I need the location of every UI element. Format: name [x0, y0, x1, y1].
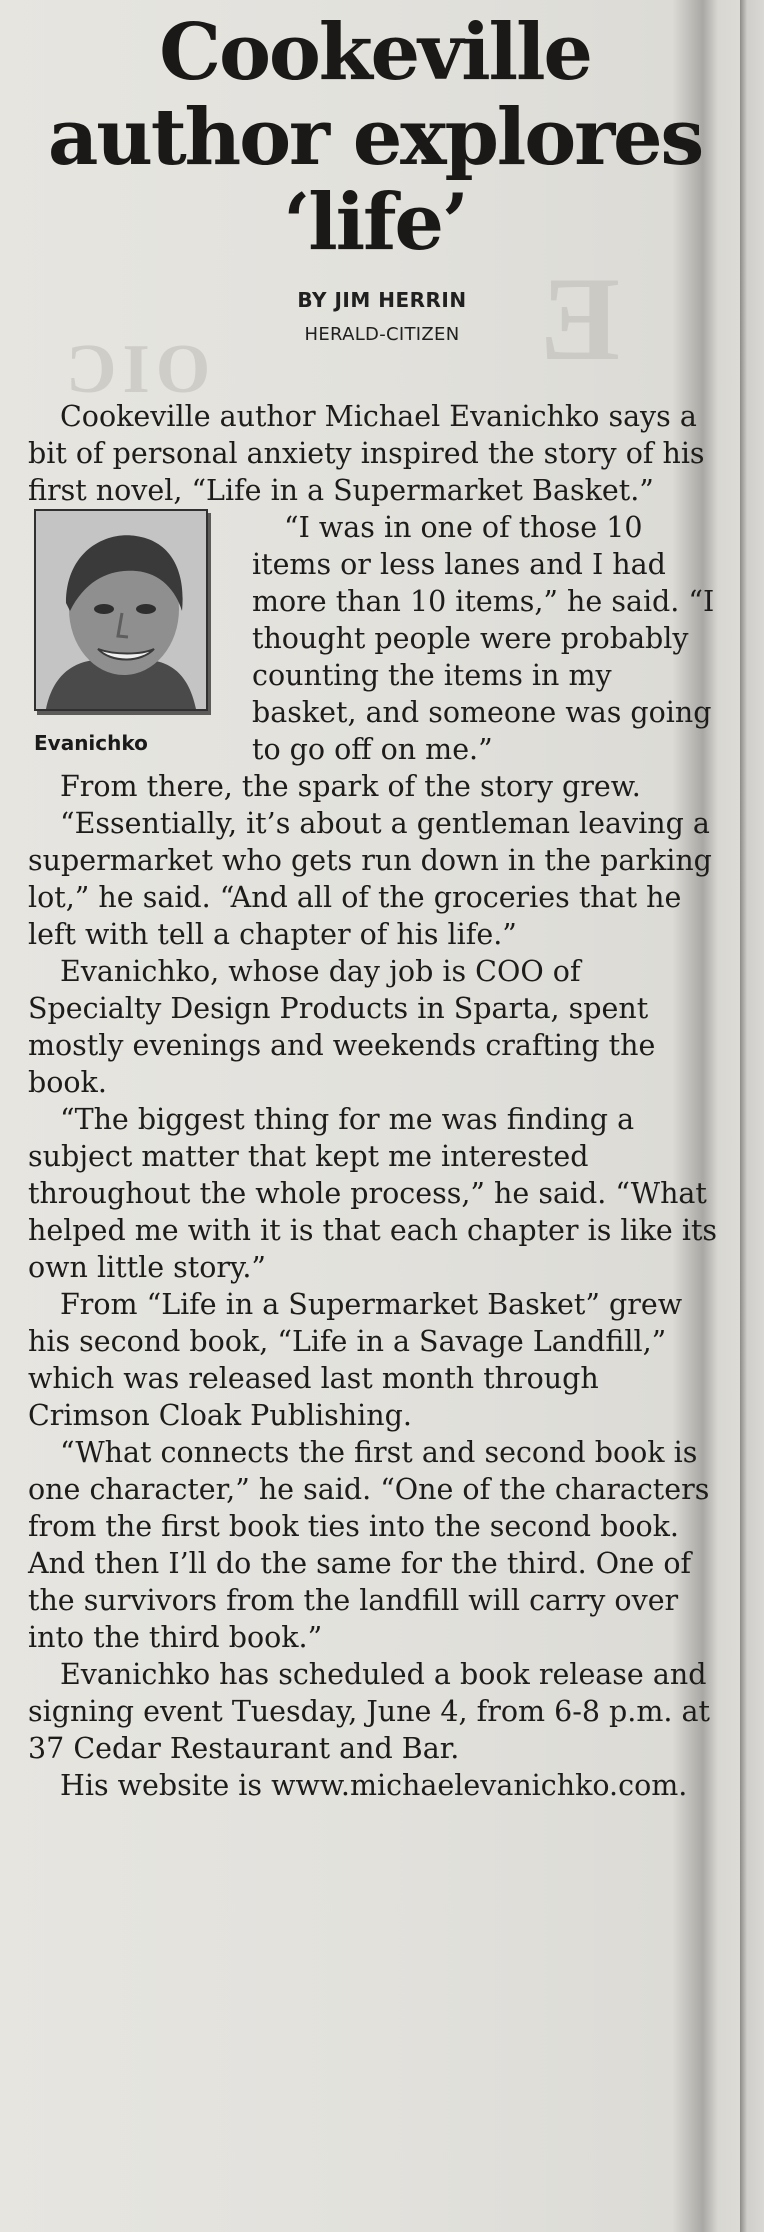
byline: BY JIM HERRIN: [297, 288, 467, 312]
paragraph: Evanichko has scheduled a book release and signing event Tuesday, June 4, from 6-8 p.m. at 37 Cedar Restaurant and Bar.: [28, 1658, 710, 1765]
author-photo: [34, 509, 208, 711]
show-through-mark: E: [540, 252, 621, 385]
show-through-mark: OIC: [60, 331, 211, 408]
paragraph: His website is www.michaelevanichko.com.: [60, 1769, 688, 1802]
paragraph: “What connects the first and second book is one character,” he said. “One of the characters from the first book ties into the second book. And then I’ll do the same for the third. One of the survivors from the landfill will carry over into the third book.”: [28, 1436, 710, 1654]
publication-name: HERALD-CITIZEN: [304, 324, 460, 345]
paragraph: From there, the spark of the story grew.: [60, 770, 641, 803]
photo-caption: Evanichko: [34, 731, 148, 755]
author-portrait-image: [36, 511, 206, 709]
article-body: [28, 398, 718, 1804]
paragraph: “The biggest thing for me was finding a subject matter that kept me interested throughout the whole process,” he said. “What helped me with it is that each chapter is like its own little story.”: [28, 1103, 718, 1284]
paragraph: Cookeville author Michael Evanichko says a bit of personal anxiety inspired the story of his first novel, “Life in a Supermarket Basket.”: [28, 400, 705, 507]
headline: Cookeville author explores ‘life’: [47, 7, 703, 268]
paragraph: “Essentially, it’s about a gentleman leaving a supermarket who gets run down in the parking lot,” he said. “And all of the groceries that he left with tell a chapter of his life.”: [28, 807, 712, 951]
paragraph: “I was in one of those 10 items or less lanes and I had more than 10 items,” he said. “I thought people were probably counting the items in my basket, and someone was going to go off on me.”: [252, 511, 715, 766]
paragraph: Evanichko, whose day job is COO of Specialty Design Products in Sparta, spent mostly evenings and weekends crafting the book.: [28, 955, 656, 1099]
paragraph: From “Life in a Supermarket Basket” grew his second book, “Life in a Savage Landfill,” which was released last month through Crimson Cloak Publishing.: [28, 1288, 683, 1432]
author-photo-box: [34, 509, 230, 755]
